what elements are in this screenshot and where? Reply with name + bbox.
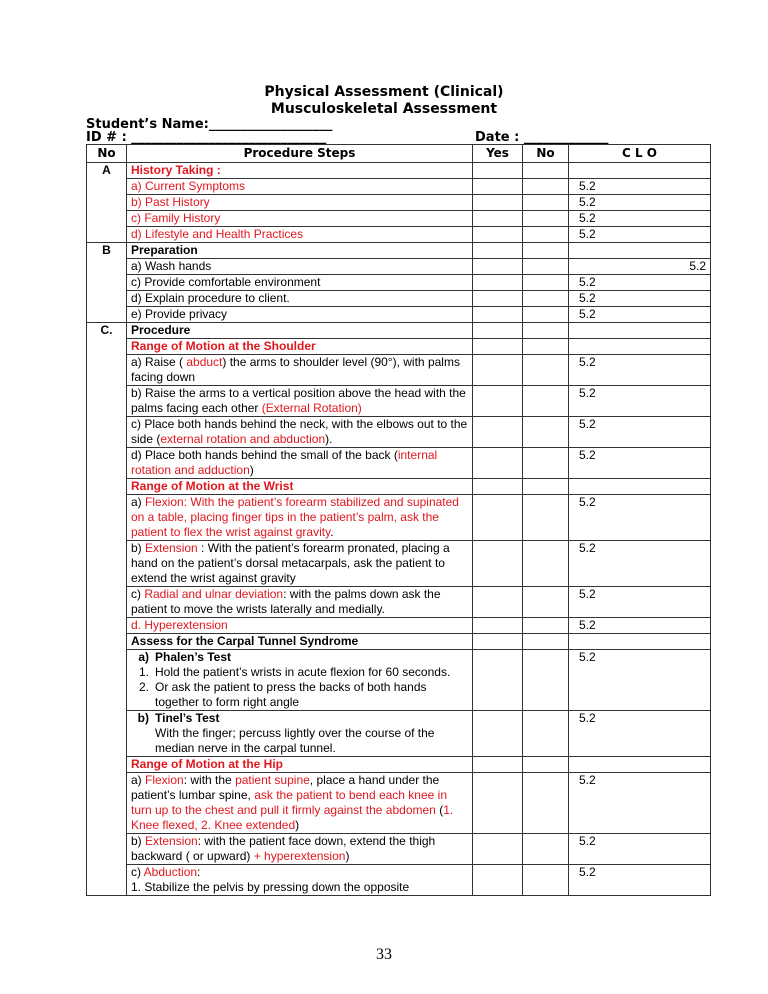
no-cell[interactable] — [523, 448, 569, 479]
clo-value: 5.2 — [569, 386, 711, 417]
yes-cell[interactable] — [473, 227, 523, 243]
yes-cell[interactable] — [473, 339, 523, 355]
col-yes-header: Yes — [473, 145, 523, 163]
section-b-no: B — [87, 243, 127, 323]
yes-cell[interactable] — [473, 618, 523, 634]
step-text: b) Extension : With the patient’s forearm pronated, placing a hand on the patient’s dorsal metacarpals, ask the patient to extend the wrist against gravity — [127, 541, 473, 587]
table-row — [87, 211, 711, 227]
no-cell[interactable] — [523, 323, 569, 339]
table-row — [87, 587, 711, 618]
yes-cell[interactable] — [473, 323, 523, 339]
col-no-header: No — [87, 145, 127, 163]
step-text: b) Extension: with the patient face down, extend the thigh backward ( or upward) + hyperextension) — [127, 834, 473, 865]
section-a-title: History Taking : — [127, 163, 473, 179]
table-row — [87, 634, 711, 650]
section-b-title: Preparation — [127, 243, 473, 259]
step-text: c) Family History — [127, 211, 473, 227]
col-steps-header: Procedure Steps — [127, 145, 473, 163]
step-text: c) Abduction: 1. Stabilize the pelvis by pressing down the opposite — [127, 865, 473, 896]
page-number: 33 — [376, 946, 392, 963]
yes-cell[interactable] — [473, 834, 523, 865]
yes-cell[interactable] — [473, 307, 523, 323]
clo-cell — [569, 339, 711, 355]
no-cell[interactable] — [523, 243, 569, 259]
no-cell[interactable] — [523, 386, 569, 417]
table-row — [87, 195, 711, 211]
yes-cell[interactable] — [473, 587, 523, 618]
yes-cell[interactable] — [473, 757, 523, 773]
no-cell[interactable] — [523, 834, 569, 865]
clo-value: 5.2 — [569, 834, 711, 865]
table-row — [87, 386, 711, 417]
no-cell[interactable] — [523, 211, 569, 227]
form-subtitle: Musculoskeletal Assessment — [270, 101, 498, 117]
yes-cell[interactable] — [473, 634, 523, 650]
no-cell[interactable] — [523, 541, 569, 587]
step-text: a) Flexion: With the patient’s forearm stabilized and supinated on a table, placing finger tips in the patient’s palm, ask the patient to flex the wrist against gravity. — [127, 495, 473, 541]
yes-cell[interactable] — [473, 711, 523, 757]
col-clo-header: C L O — [569, 145, 711, 163]
form-title: Physical Assessment (Clinical) — [264, 84, 504, 100]
date-field[interactable]: Date : _____________ — [475, 130, 609, 145]
table-row — [87, 275, 711, 291]
clo-value: 5.2 — [569, 179, 711, 195]
no-cell[interactable] — [523, 307, 569, 323]
no-cell[interactable] — [523, 773, 569, 834]
yes-cell[interactable] — [473, 386, 523, 417]
clo-value: 5.2 — [569, 587, 711, 618]
yes-cell[interactable] — [473, 195, 523, 211]
clo-cell — [569, 634, 711, 650]
clo-value: 5.2 — [569, 227, 711, 243]
clo-value: 5.2 — [569, 495, 711, 541]
yes-cell[interactable] — [473, 865, 523, 896]
subsection-title: Range of Motion at the Hip — [127, 757, 473, 773]
table-row — [87, 618, 711, 634]
no-cell[interactable] — [523, 179, 569, 195]
clo-value: 5.2 — [569, 448, 711, 479]
subsection-title: Range of Motion at the Wrist — [127, 479, 473, 495]
no-cell[interactable] — [523, 417, 569, 448]
section-a-no: A — [87, 163, 127, 243]
step-text: a) Wash hands — [127, 259, 473, 275]
step-text: a) Phalen’s Test 1. Hold the patient’s wrists in acute flexion for 60 seconds. 2. Or ask the patient to press the backs of both hands together to form right angle — [127, 650, 473, 711]
yes-cell[interactable] — [473, 275, 523, 291]
step-text: a) Current Symptoms — [127, 179, 473, 195]
yes-cell[interactable] — [473, 448, 523, 479]
table-row — [87, 323, 711, 339]
clo-value: 5.2 — [569, 417, 711, 448]
step-text: d) Lifestyle and Health Practices — [127, 227, 473, 243]
step-text: b) Past History — [127, 195, 473, 211]
clo-cell — [569, 163, 711, 179]
clo-cell — [569, 243, 711, 259]
no-cell[interactable] — [523, 339, 569, 355]
subsection-title: Range of Motion at the Shoulder — [127, 339, 473, 355]
table-row — [87, 711, 711, 757]
table-row — [87, 291, 711, 307]
table-row — [87, 650, 711, 711]
step-text: c) Provide comfortable environment — [127, 275, 473, 291]
clo-value: 5.2 — [569, 211, 711, 227]
step-text: c) Radial and ulnar deviation: with the palms down ask the patient to move the wrists laterally and medially. — [127, 587, 473, 618]
table-row — [87, 448, 711, 479]
clo-value: 5.2 — [569, 355, 711, 386]
table-row — [87, 259, 711, 275]
step-text: d. Hyperextension — [127, 618, 473, 634]
table-row — [87, 479, 711, 495]
yes-cell[interactable] — [473, 243, 523, 259]
yes-cell[interactable] — [473, 211, 523, 227]
table-row — [87, 307, 711, 323]
clo-value: 5.2 — [569, 865, 711, 896]
yes-cell[interactable] — [473, 773, 523, 834]
step-text: a) Raise ( abduct) the arms to shoulder level (90°), with palms facing down — [127, 355, 473, 386]
clo-value: 5.2 — [569, 259, 711, 275]
step-text: c) Place both hands behind the neck, with the elbows out to the side (external rotation and abduction). — [127, 417, 473, 448]
table-row — [87, 243, 711, 259]
clo-value: 5.2 — [569, 541, 711, 587]
yes-cell[interactable] — [473, 163, 523, 179]
no-cell[interactable] — [523, 634, 569, 650]
no-cell[interactable] — [523, 259, 569, 275]
no-cell[interactable] — [523, 195, 569, 211]
clo-value: 5.2 — [569, 275, 711, 291]
yes-cell[interactable] — [473, 355, 523, 386]
no-cell[interactable] — [523, 479, 569, 495]
assessment-table — [86, 144, 711, 896]
step-text: a) Flexion: with the patient supine, place a hand under the patient’s lumbar spine, ask the patient to bend each knee in turn up to the chest and pull it firmly against the abdomen (1. Knee flexed, 2. Knee extended) — [127, 773, 473, 834]
table-row — [87, 773, 711, 834]
table-row — [87, 339, 711, 355]
no-cell[interactable] — [523, 275, 569, 291]
no-cell[interactable] — [523, 291, 569, 307]
step-text: e) Provide privacy — [127, 307, 473, 323]
yes-cell[interactable] — [473, 179, 523, 195]
no-cell[interactable] — [523, 587, 569, 618]
no-cell[interactable] — [523, 757, 569, 773]
id-field[interactable]: ID # : ______________________________ — [86, 130, 327, 145]
yes-cell[interactable] — [473, 541, 523, 587]
clo-cell — [569, 479, 711, 495]
table-row — [87, 179, 711, 195]
table-row — [87, 541, 711, 587]
yes-cell[interactable] — [473, 259, 523, 275]
yes-cell[interactable] — [473, 479, 523, 495]
no-cell[interactable] — [523, 495, 569, 541]
yes-cell[interactable] — [473, 495, 523, 541]
subsection-title: Assess for the Carpal Tunnel Syndrome — [127, 634, 473, 650]
no-cell[interactable] — [523, 865, 569, 896]
clo-value: 5.2 — [569, 773, 711, 834]
no-cell[interactable] — [523, 618, 569, 634]
no-cell[interactable] — [523, 650, 569, 711]
yes-cell[interactable] — [473, 650, 523, 711]
table-row — [87, 834, 711, 865]
step-text: b) Raise the arms to a vertical position above the head with the palms facing each other (External Rotation) — [127, 386, 473, 417]
table-row — [87, 495, 711, 541]
yes-cell[interactable] — [473, 417, 523, 448]
col-no2-header: No — [523, 145, 569, 163]
step-text: b) Tinel’s Test With the finger; percuss lightly over the course of the median nerve in the carpal tunnel. — [127, 711, 473, 757]
step-text: d) Place both hands behind the small of the back (internal rotation and adduction) — [127, 448, 473, 479]
no-cell[interactable] — [523, 711, 569, 757]
clo-value: 5.2 — [569, 195, 711, 211]
table-row — [87, 227, 711, 243]
clo-cell — [569, 323, 711, 339]
clo-value: 5.2 — [569, 711, 711, 757]
table-row — [87, 417, 711, 448]
section-c-title: Procedure — [127, 323, 473, 339]
step-text: d) Explain procedure to client. — [127, 291, 473, 307]
clo-value: 5.2 — [569, 618, 711, 634]
table-row — [87, 757, 711, 773]
no-cell[interactable] — [523, 355, 569, 386]
clo-value: 5.2 — [569, 291, 711, 307]
section-c-no: C. — [87, 323, 127, 896]
table-header-row — [87, 145, 711, 163]
table-row — [87, 865, 711, 896]
no-cell[interactable] — [523, 163, 569, 179]
table-row — [87, 355, 711, 386]
student-name-field[interactable]: Student’s Name:___________________ — [86, 117, 333, 132]
clo-value: 5.2 — [569, 307, 711, 323]
yes-cell[interactable] — [473, 291, 523, 307]
table-row — [87, 163, 711, 179]
no-cell[interactable] — [523, 227, 569, 243]
clo-value: 5.2 — [569, 650, 711, 711]
clo-cell — [569, 757, 711, 773]
